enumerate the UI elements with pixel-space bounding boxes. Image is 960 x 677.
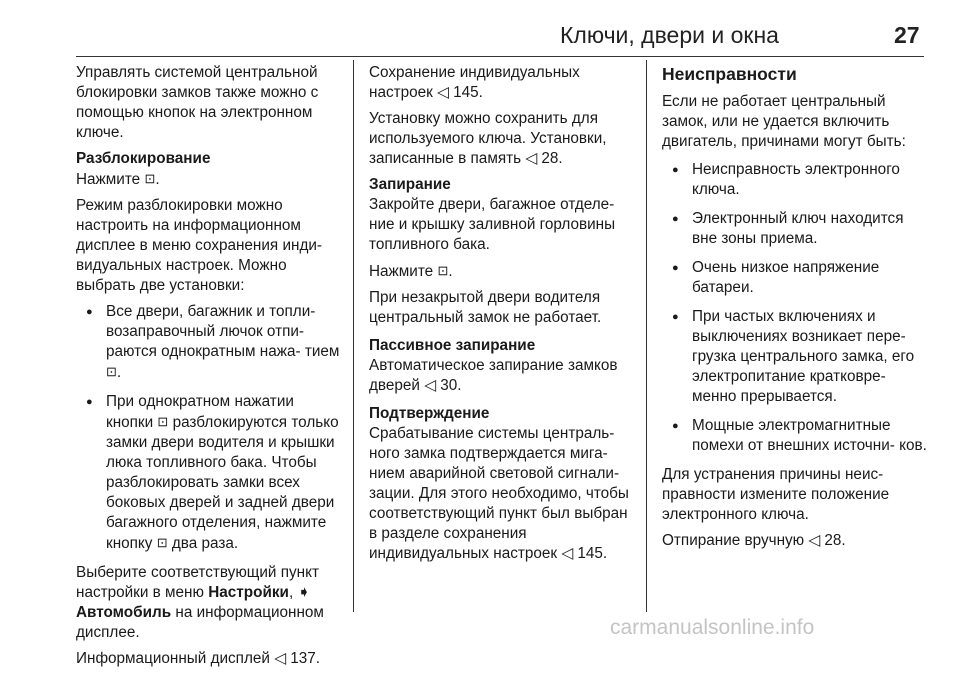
- column-left: [76, 63, 344, 677]
- list-item: ● Электронный ключ находится вне зоны приема.: [662, 209, 928, 249]
- passive-lock-heading: Пассивное запирание: [369, 337, 536, 354]
- unlock-heading: Разблокирование: [76, 150, 211, 167]
- unlock-key-icon: ⊡: [156, 535, 168, 550]
- fix-paragraph: Для устранения причины неис- правности измените положение электронного ключа.: [662, 466, 890, 523]
- list-item: ● При однократном нажатии кнопки ⊡ разблокируются только замки двери водителя и крышки люка топливного бака. Чтобы разблокировать замки всех боковых дверей и задней двери багажного отделения, нажмите кнопку ⊡ два раза.: [76, 392, 344, 554]
- intro-paragraph: Управлять системой центральной блокировки замков также можно с помощью кнопок на электронном ключе.: [76, 64, 319, 141]
- column-divider: [353, 60, 354, 612]
- list-item: ● Все двери, багажник и топли- возаправочный лючок отпи- раются однократным нажа- тием ⊡.: [76, 302, 344, 383]
- unlock-key-icon: ⊡: [144, 171, 156, 186]
- menu-vehicle-label: Автомобиль: [76, 604, 172, 621]
- lock-key-icon: ⊡: [437, 263, 449, 278]
- confirm-paragraph: Срабатывание системы централь- ного замка подтверждается мига- нием аварийной световой сигнали- зации. Для этого необходимо, чтобы соответствующий пункт был выбран в разделе сохранения индивидуальных настроек ◁ 145.: [369, 425, 629, 562]
- list-item: ● Мощные электромагнитные помехи от внешних источни- ков.: [662, 416, 928, 456]
- list-item: ● Неисправность электронного ключа.: [662, 160, 928, 200]
- faults-list: [662, 160, 928, 456]
- faults-intro: Если не работает центральный замок, или не удается включить двигатель, причинами могут быть:: [662, 93, 906, 150]
- lock-heading: Запирание: [369, 176, 451, 193]
- menu-settings-label: Настройки: [208, 584, 289, 601]
- section-title: Ключи, двери и окна: [560, 22, 779, 48]
- list-item: ● Очень низкое напряжение батареи.: [662, 258, 928, 298]
- reference-triangle-icon: ◁: [808, 532, 821, 549]
- install-paragraph: Установку можно сохранить для используемого ключа. Установки, записанные в память ◁ 28.: [369, 110, 607, 167]
- reference-triangle-icon: ◁: [424, 377, 436, 394]
- unlock-key-icon: ⊡: [106, 364, 117, 379]
- info-display-reference: Информационный дисплей ◁ 137.: [76, 650, 320, 667]
- unlock-press-line: Нажмите ⊡.: [76, 171, 160, 188]
- arrow-right-icon: ➧: [297, 584, 311, 601]
- reference-triangle-icon: ◁: [561, 545, 574, 562]
- faults-heading: Неисправности: [662, 64, 797, 84]
- menu-paragraph: Выберите соответствующий пункт настройки в меню Настройки, ➧ Автомобиль на информационном дисплее.: [76, 564, 324, 641]
- column-right: [662, 63, 928, 559]
- unlock-mode-paragraph: Режим разблокировки можно настроить на информационном дисплее в меню сохранения инди- видуальных настроек. Можно выбрать две установки:: [76, 197, 323, 294]
- unlock-key-icon: ⊡: [157, 414, 169, 429]
- open-door-paragraph: При незакрытой двери водителя центральный замок не работает.: [369, 289, 602, 326]
- reference-triangle-icon: ◁: [274, 650, 286, 667]
- manual-unlock-reference: Отпирание вручную ◁ 28.: [662, 532, 846, 549]
- passive-lock-paragraph: Автоматическое запирание замков дверей ◁ 30.: [369, 357, 618, 394]
- header-rule: [76, 56, 924, 57]
- list-item: ● При частых включениях и выключениях возникает пере- грузка центрального замка, его электропитание кратковре- менно прерывается.: [662, 307, 928, 407]
- column-divider: [646, 60, 647, 612]
- save-settings-reference: Сохранение индивидуальных настроек ◁ 145.: [369, 64, 580, 101]
- watermark: carmanualsonline.info: [610, 616, 815, 639]
- lock-paragraph: Закройте двери, багажное отделе- ние и крышку заливной горловины топливного бака.: [369, 196, 616, 253]
- lock-press-line: Нажмите ⊡.: [369, 263, 453, 280]
- column-middle: [369, 63, 637, 572]
- confirm-heading: Подтверждение: [369, 405, 490, 422]
- reference-triangle-icon: ◁: [525, 150, 538, 167]
- reference-triangle-icon: ◁: [437, 84, 449, 101]
- page-number: 27: [894, 22, 920, 48]
- unlock-options-list: [76, 302, 344, 554]
